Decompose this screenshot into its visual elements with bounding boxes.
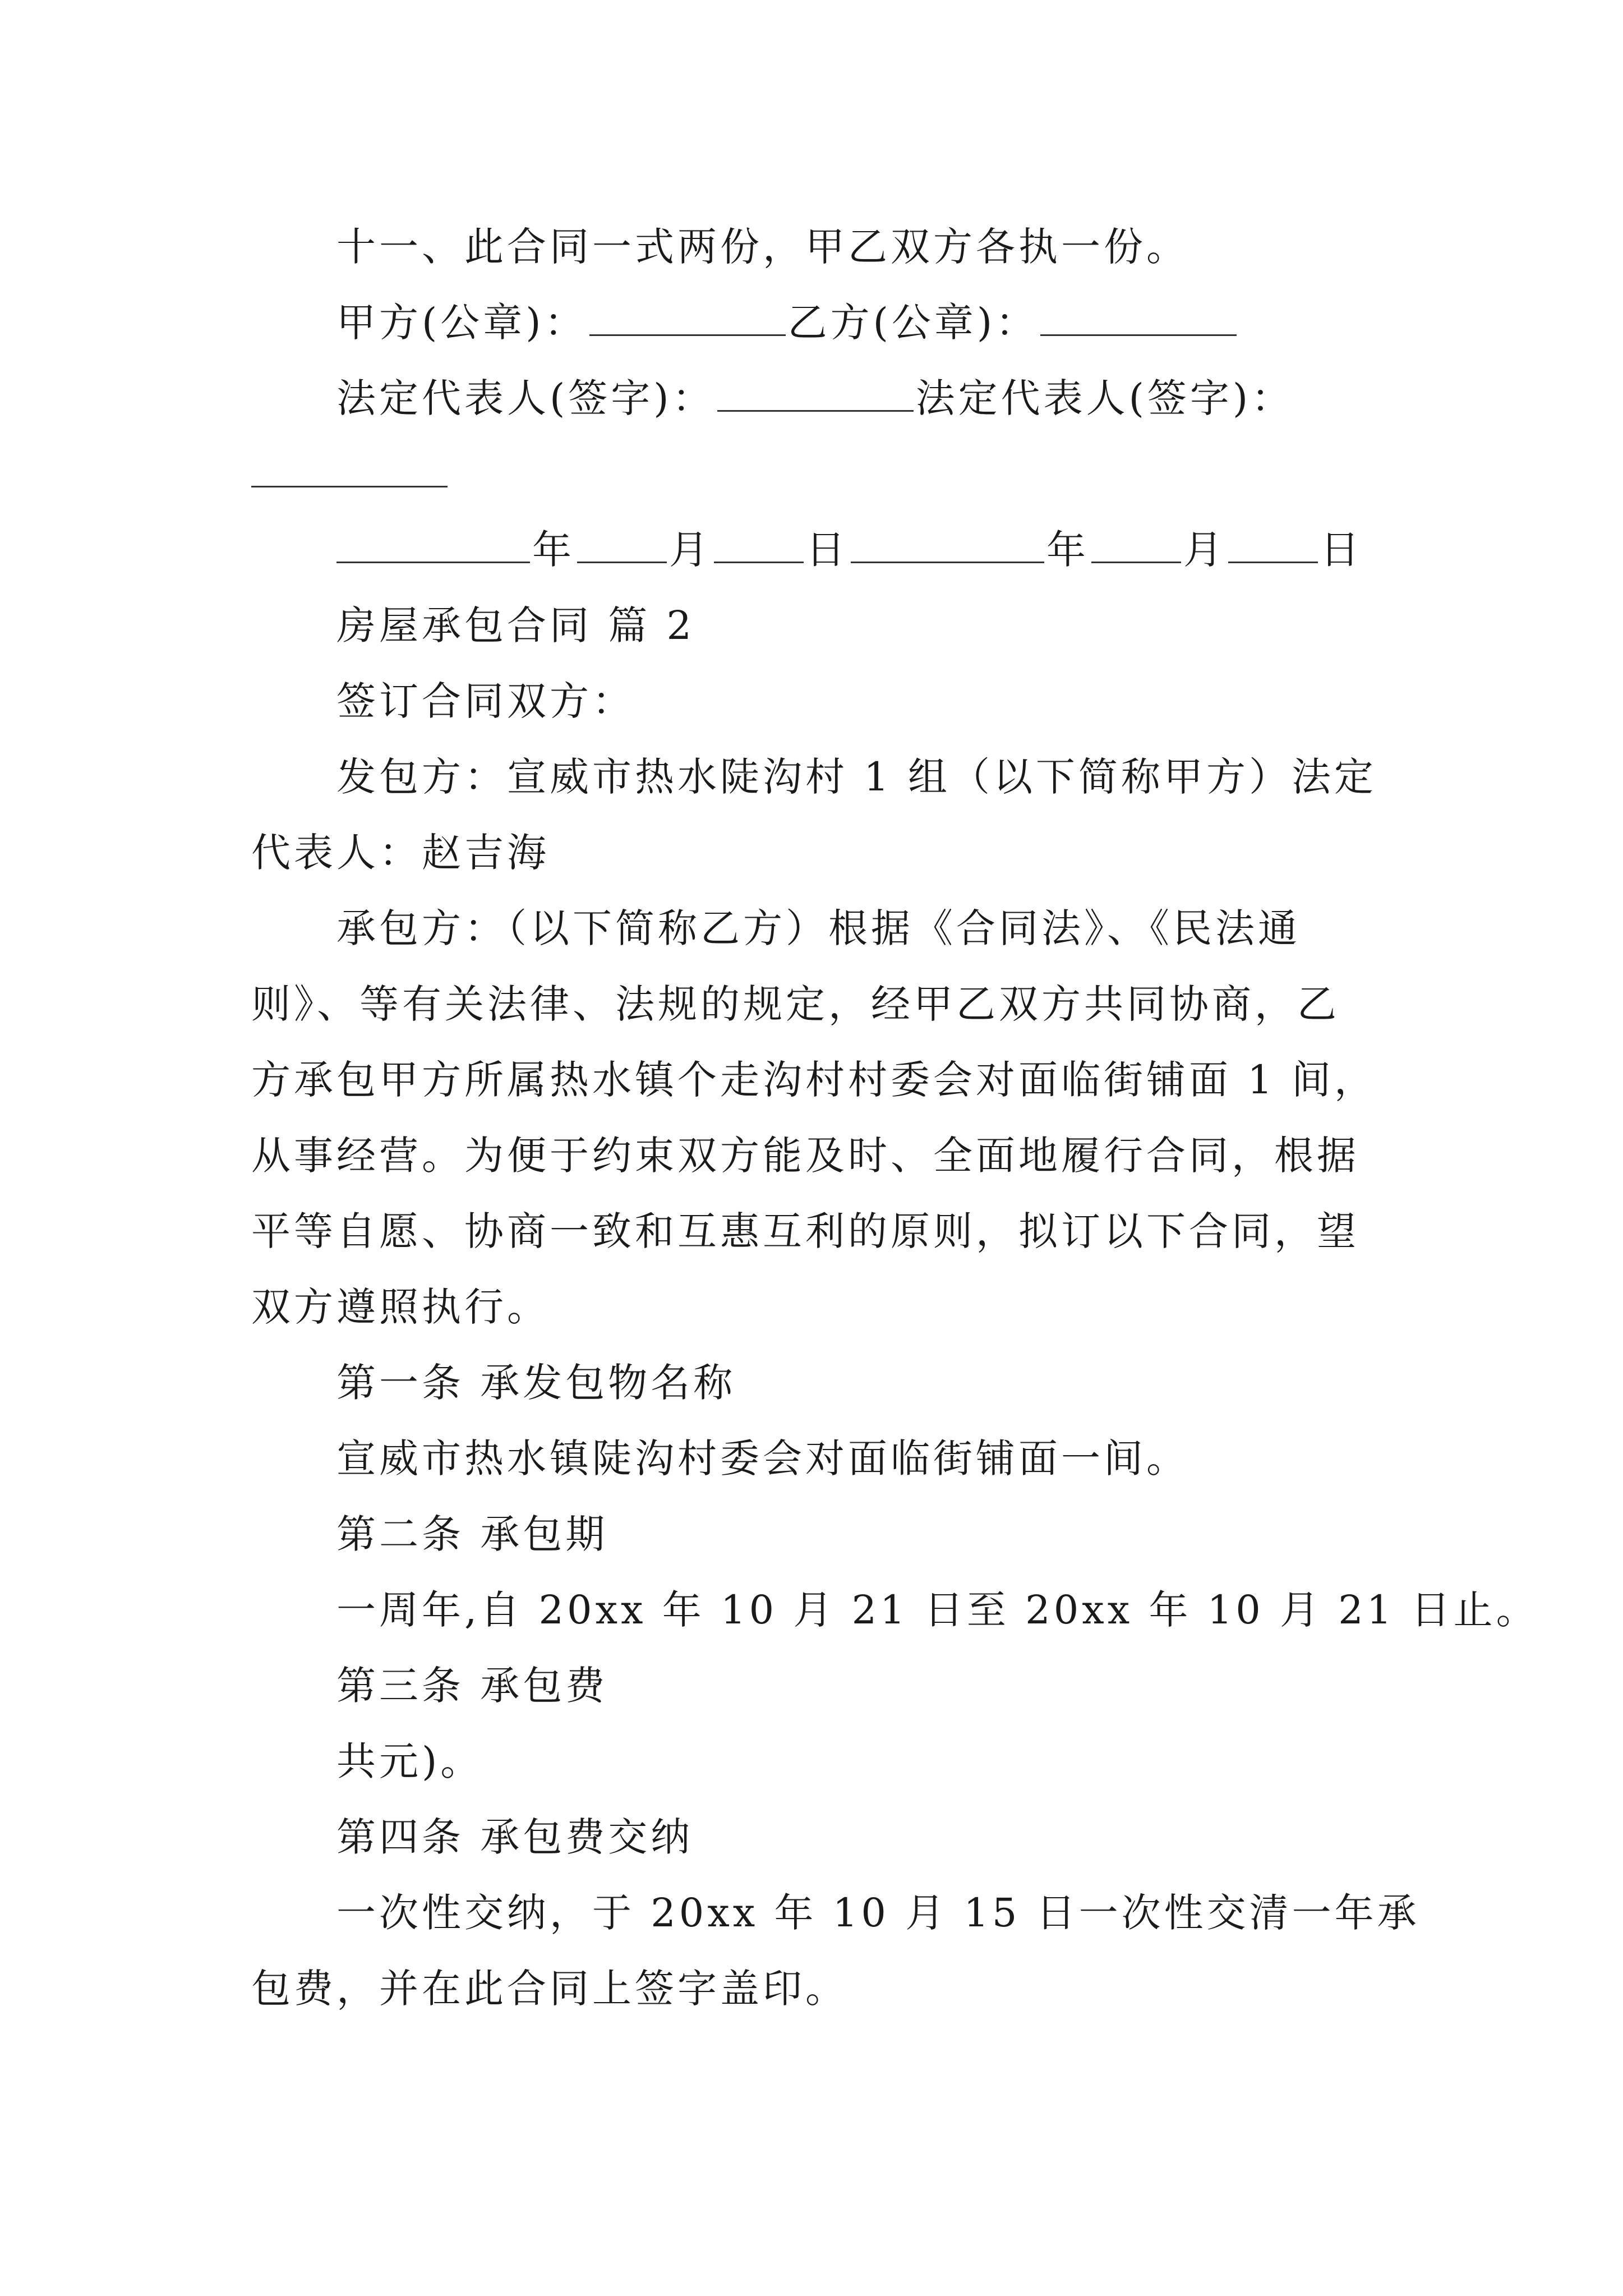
date-line [336, 524, 1402, 575]
article-2-title: 第二条 承包期 [336, 1511, 608, 1557]
date-b-month: 月 [1183, 527, 1226, 573]
article-4-title: 第四条 承包费交纳 [336, 1814, 694, 1860]
date-a-day-blank [714, 527, 804, 563]
contractor-line: 则》、等有关法律、法规的规定，经甲乙双方共同协商，乙 [251, 981, 1340, 1027]
party-b-rep-label: 法定代表人(签字)： [915, 375, 1294, 421]
date-b-year-blank [851, 527, 1044, 563]
article-3-title: 第三条 承包费 [336, 1663, 608, 1709]
date-b-year: 年 [1046, 527, 1089, 573]
contractor-line: 方承包甲方所属热水镇个走沟村村委会对面临街铺面 1 间， [251, 1057, 1377, 1103]
article-4-body-line-2: 包费，并在此合同上签字盖印。 [251, 1966, 848, 2012]
date-a-month-blank [577, 527, 667, 563]
contractor-line: 双方遵照执行。 [251, 1284, 550, 1330]
parties-heading: 签订合同双方： [336, 678, 635, 724]
contractor-line: 平等自愿、协商一致和互惠互利的原则，拟订以下合同，望 [251, 1208, 1359, 1254]
clause-11: 十一、此合同一式两份，甲乙双方各执一份。 [336, 224, 1189, 270]
article-1-body: 宣威市热水镇陡沟村委会对面临街铺面一间。 [336, 1435, 1189, 1481]
contractor-line: 从事经营。为便于约束双方能及时、全面地履行合同，根据 [251, 1133, 1359, 1179]
article-3-body: 共元)。 [336, 1738, 483, 1784]
party-a-rep-blank [717, 375, 914, 412]
article-1-title: 第一条 承发包物名称 [336, 1360, 736, 1406]
party-a-rep-label: 法定代表人(签字)： [336, 375, 715, 421]
issuer-line-1: 发包方：宣威市热水陡沟村 1 组（以下简称甲方）法定 [336, 754, 1377, 800]
party-b-seal-blank [1040, 300, 1237, 336]
date-a-day: 日 [806, 527, 849, 573]
date-b-day: 日 [1320, 527, 1363, 573]
contractor-line: 承包方：（以下简称乙方）根据《合同法》、《民法通 [336, 905, 1301, 951]
party-b-rep-blank [251, 451, 448, 487]
representative-line [336, 373, 1402, 424]
party-a-seal-label: 甲方(公章)： [336, 300, 587, 346]
party-a-seal-blank [589, 300, 786, 336]
representative-b-blank-line [251, 449, 1401, 499]
issuer-line-2: 代表人：赵吉海 [251, 830, 550, 876]
article-2-body: 一周年,自 20xx 年 10 月 21 日至 20xx 年 10 月 21 日止。 [336, 1587, 1539, 1633]
party-b-seal-label: 乙方(公章)： [787, 300, 1039, 346]
date-b-day-blank [1228, 527, 1318, 563]
date-b-month-blank [1091, 527, 1181, 563]
date-a-month: 月 [669, 527, 712, 573]
date-a-year: 年 [532, 527, 575, 573]
section-title: 房屋承包合同 篇 2 [336, 602, 695, 648]
seal-line [336, 297, 1402, 348]
date-a-year-blank [336, 527, 530, 563]
article-4-body-line-1: 一次性交纳，于 20xx 年 10 月 15 日一次性交清一年承 [336, 1890, 1420, 1936]
